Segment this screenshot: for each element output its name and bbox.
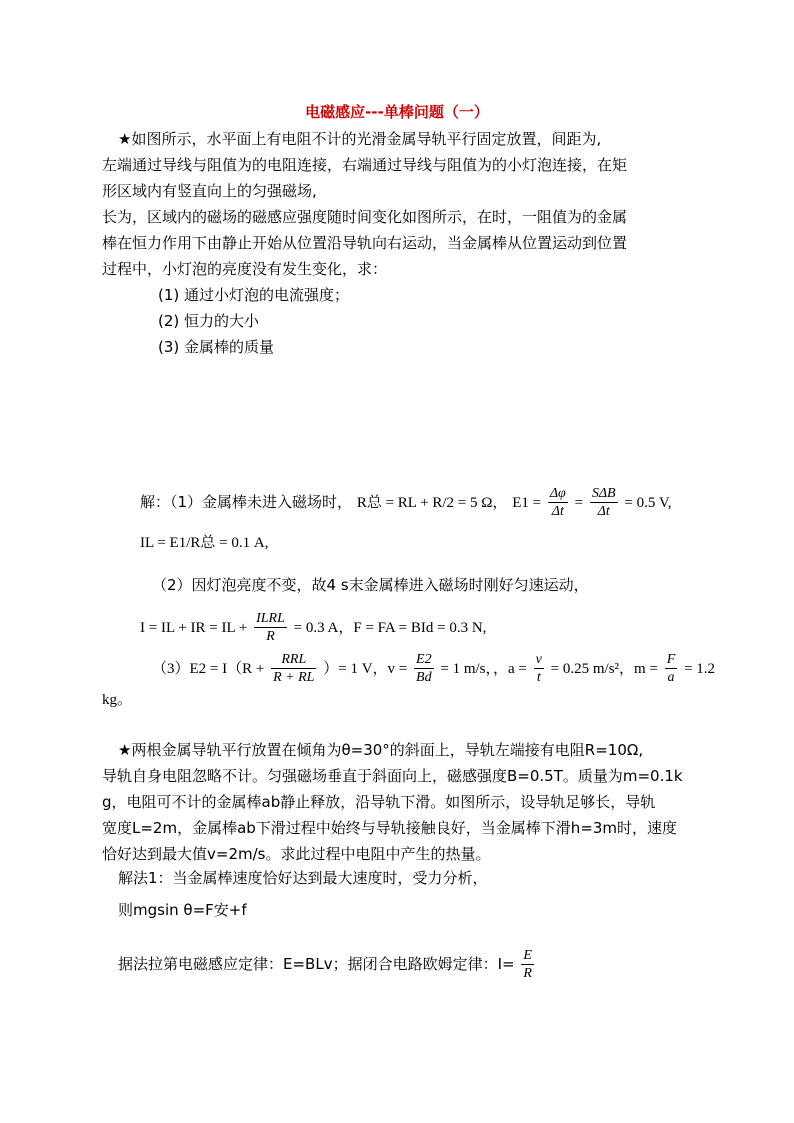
fraction-denominator: Δt — [551, 504, 564, 519]
problem2-line-2: 导轨自身电阻忽略不计。匀强磁场垂直于斜面向上，磁感强度B=0.5T。质量为m=0.1k — [102, 767, 683, 785]
fraction-numerator: RRL — [271, 651, 316, 669]
page-title: 电磁感应---单棒问题（一） — [305, 103, 489, 121]
fraction-denominator: t — [536, 670, 541, 685]
problem2-solution-laws: 据法拉第电磁感应定律：E=BLv；据闭合电路欧姆定律：I= — [118, 955, 515, 973]
problem2-line-5: 恰好达到最大值v=2m/s。求此过程中电阻中产生的热量。 — [102, 845, 491, 863]
problem2-line-4: 宽度L=2m，金属棒ab下滑过程中始终与导轨接触良好，当金属棒下滑h=3m时，速度 — [102, 819, 678, 837]
question-2: (2) 恒力的大小 — [158, 312, 260, 330]
solution1-eq-e2-e: = 1.2 — [684, 661, 716, 677]
solution1-line-3: （2）因灯泡亮度不变，故4 s末金属棒进入磁场时刚好匀速运动， — [152, 576, 589, 594]
problem1-line-6: 过程中，小灯泡的亮度没有发生变化，求： — [102, 260, 388, 278]
fraction-rrl — [271, 651, 316, 686]
fraction-denominator: Bd — [416, 670, 432, 685]
solution1-eq-e1-rhs: = 0.5 V, — [624, 495, 672, 511]
problem1-line-3: 形区域内有竖直向上的匀强磁场, — [102, 182, 317, 200]
fraction-numerator: SΔB — [591, 486, 616, 501]
fraction-denominator: a — [667, 670, 675, 685]
problem2-solution-line-1: 解法1：当金属棒速度恰好达到最大速度时，受力分析， — [118, 869, 488, 887]
solution1-eq-e2-c: = 1 m/s，，a = — [440, 661, 527, 677]
solution1-line-6: kg。 — [102, 692, 133, 708]
solution1-eq-e2-a: （3）E2 = I（R + — [152, 661, 265, 677]
problem2-solution-line-3 — [118, 947, 536, 982]
fraction-e2-bd — [414, 651, 434, 686]
fraction-numerator: F — [666, 652, 676, 667]
solution1-eq-e1-lhs: E1 = — [512, 495, 542, 511]
fraction-ilrl-r — [254, 610, 287, 645]
problem1-line-5: 棒在恒力作用下由静止开始从位置沿导轨向右运动，当金属棒从位置运动到位置 — [102, 234, 628, 252]
question-1: (1) 通过小灯泡的电流强度； — [158, 286, 350, 304]
fraction-numerator: ILRL — [256, 611, 285, 626]
fraction-numerator: Δφ — [549, 486, 566, 501]
fraction-numerator: E — [523, 948, 532, 963]
solution1-eq-rtotal: R总 = RL + R/2 = 5 Ω， — [356, 495, 508, 511]
fraction-numerator: E2 — [416, 652, 432, 667]
solution1-line-5 — [152, 651, 715, 686]
fraction-sdb-dt — [590, 485, 618, 520]
fraction-denominator: R — [266, 629, 275, 644]
solution1-intro: 解：（1）金属棒未进入磁场时， — [140, 493, 353, 511]
fraction-denominator: R + RL — [273, 670, 315, 685]
problem2-line-1: ★两根金属导轨平行放置在倾角为θ=30°的斜面上，导轨左端接有电阻R=10Ω, — [118, 741, 644, 759]
fraction-v-t — [534, 651, 544, 686]
solution1-line-2: IL = E1/R总 = 0.1 A, — [140, 535, 269, 551]
fraction-denominator: Δt — [597, 504, 610, 519]
fraction-e-r — [521, 947, 534, 982]
problem1-line-4: 长为，区域内的磁场的磁感应强度随时间变化如图所示，在时，一阻值为的金属 — [102, 208, 628, 226]
problem2-solution-line-2: 则mgsin θ=F安+f — [118, 901, 247, 919]
fraction-dphi-dt — [548, 485, 568, 520]
problem1-line-1: ★如图所示，水平面上有电阻不计的光滑金属导轨平行固定放置，间距为, — [118, 130, 602, 148]
solution1-eq-current-lhs: I = IL + IR = IL + — [140, 620, 248, 636]
solution1-eq-current-rhs: = 0.3 A，F = FA = BId = 0.3 N, — [293, 620, 487, 636]
fraction-f-a — [665, 651, 678, 686]
fraction-denominator: R — [523, 966, 532, 981]
solution1-eq-e2-b: ）= 1 V，v = — [323, 661, 408, 677]
solution1-eq-e2-d: = 0.25 m/s²，m = — [550, 661, 658, 677]
solution1-line-4 — [140, 610, 486, 645]
question-3: (3) 金属棒的质量 — [158, 338, 275, 356]
solution1-line-1: 解：（1）金属棒未进入磁场时， R总 = RL + R/2 = 5 Ω， E1 = $\frac{\Delta\varphi}{\Delta t}$ = $\frac{\text{SΔB}}{\Delta t}$ = 0.5 V, — [140, 486, 672, 519]
problem2-line-3: g，电阻可不计的金属棒ab静止释放，沿导轨下滑。如图所示，设导轨足够长，导轨 — [102, 793, 656, 811]
problem1-line-2: 左端通过导线与阻值为的电阻连接，右端通过导线与阻值为的小灯泡连接，在矩 — [102, 156, 628, 174]
fraction-numerator: v — [535, 652, 542, 667]
